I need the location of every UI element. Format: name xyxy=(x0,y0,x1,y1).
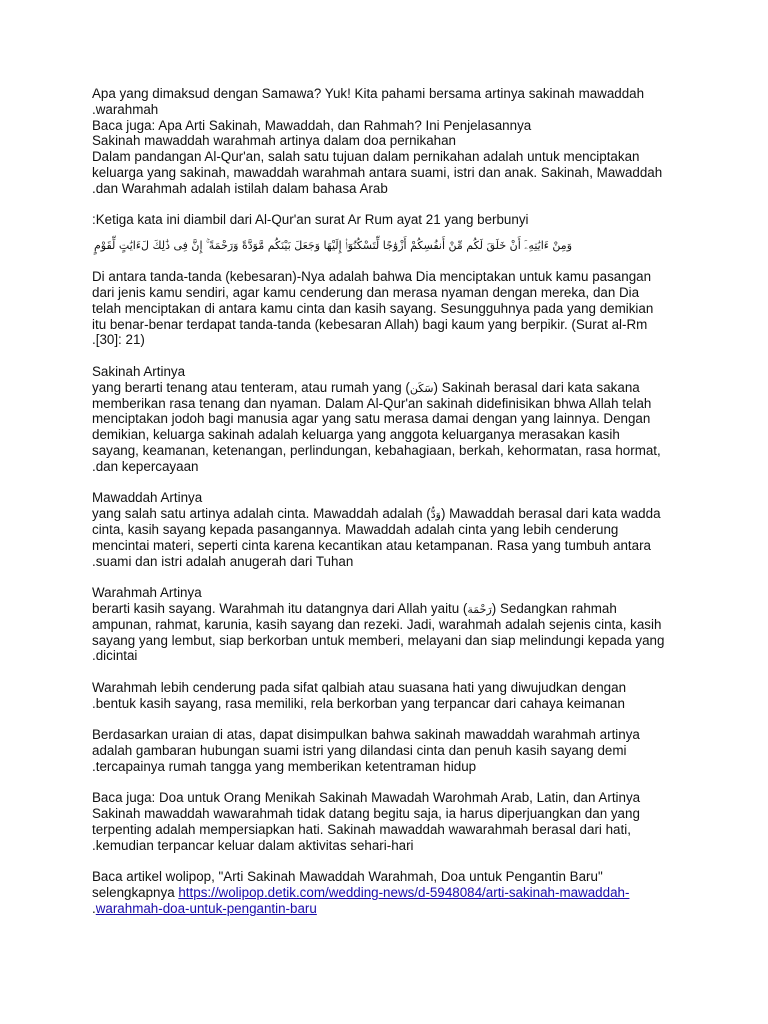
arabic-verse: وَمِنْ ءَايَٰتِهِۦٓ أَنْ خَلَقَ لَكُم مِّنْ أَنفُسِكُمْ أَزْوَٰجًا لِّتَسْكُنُوٓا۟ إِلَيْهَا وَجَعَلَ بَيْنَكُم مَّوَدَّةً وَرَحْمَةً ۚ إِنَّ فِى ذَٰلِكَ لَءَايَٰتٍ لِّقَوْمٍ xyxy=(94,239,573,253)
arabic-word: وَدُّ xyxy=(430,508,441,522)
text-line xyxy=(92,901,682,917)
text-segment: ) Sakinah berasal dari kata sakana xyxy=(433,379,640,395)
text-line: ampunan, rahmat, karunia, kasih sayang dan rezeki. Jadi, warahmah adalah sejenis cinta, kasih xyxy=(92,616,662,632)
text-line: dari jenis kamu sendiri, agar kamu cenderung dan merasa nyaman dengan mereka, dan Dia xyxy=(92,284,640,300)
text-line xyxy=(92,885,682,901)
intro-paragraph xyxy=(92,86,682,197)
translation-paragraph xyxy=(92,269,682,348)
arabic-word: سَكَن xyxy=(409,381,434,395)
text-line: Sakinah mawaddah wawarahmah tidak datang begitu saja, ia harus diperjuangkan dan yang xyxy=(92,806,640,822)
text-line: telah menciptakan di antara kamu cinta dan kasih sayang. Sesungguhnya pada yang demikian xyxy=(92,300,654,316)
text-line: Baca juga: Apa Arti Sakinah, Mawaddah, dan Rahmah? Ini Penjelasannya xyxy=(92,117,532,133)
blank-line xyxy=(92,197,682,213)
warahmah-section xyxy=(92,585,682,664)
text-line: .dan Warahmah adalah istilah dalam bahasa Arab xyxy=(92,180,388,196)
text-line: .[30]: 21) xyxy=(92,332,145,348)
text-segment: ) Sedangkan rahmah xyxy=(491,600,617,616)
article-link[interactable]: https://wolipop.detik.com/wedding-news/d-5948084/arti-sakinah-mawaddah- xyxy=(178,885,630,901)
qalbiah-paragraph xyxy=(92,680,682,712)
text-line: sayang yang lembut, siap berkorban untuk memberi, melayani dan siap melindungi kepada yang xyxy=(92,632,665,648)
article-link-continued[interactable]: warahmah-doa-untuk-pengantin-baru xyxy=(95,901,317,917)
text-line: .dan kepercayaan xyxy=(92,458,199,474)
source-paragraph xyxy=(92,212,682,228)
mawaddah-section xyxy=(92,490,682,569)
text-line: adalah gambaran hubungan suami istri yang dilandasi cinta dan penuh kasih sayang demi xyxy=(92,743,627,759)
text-line: Sakinah mawaddah warahmah artinya dalam doa pernikahan xyxy=(92,133,457,149)
text-line: terpenting adalah mempersiapkan hati. Sakinah mawaddah wawarahmah berasal dari hati, xyxy=(92,822,631,838)
text-segment: yang berarti tenang atau tenteram, atau rumah yang ( xyxy=(92,379,410,395)
text-line: Warahmah lebih cenderung pada sifat qalbiah atau suasana hati yang diwujudkan dengan xyxy=(92,679,627,695)
text-line: Dalam pandangan Al-Qur'an, salah satu tujuan dalam pernikahan adalah untuk menciptakan xyxy=(92,149,640,165)
text-line: .kemudian terpancar keluar dalam aktivitas sehari-hari xyxy=(92,837,414,853)
text-segment: berarti kasih sayang. Warahmah itu datangnya dari Allah yaitu ( xyxy=(92,600,468,616)
text-line: :Ketiga kata ini diambil dari Al-Qur'an surat Ar Rum ayat 21 yang berbunyi xyxy=(92,212,529,228)
conclusion-paragraph xyxy=(92,727,682,774)
sakinah-section xyxy=(92,364,682,475)
text-line: sayang, keamanan, ketenangan, perlindungan, kebahagiaan, berkah, kehormatan, rasa hormat, xyxy=(92,442,661,458)
text-line: Berdasarkan uraian di atas, dapat disimpulkan bahwa sakinah mawaddah warahmah artinya xyxy=(92,727,640,743)
text-line: Di antara tanda-tanda (kebesaran)-Nya adalah bahwa Dia menciptakan untuk kamu pasangan xyxy=(92,269,652,285)
text-line: .dicintai xyxy=(92,648,138,664)
text-line: keluarga yang sakinah, mawaddah warahmah antara suami, istri dan anak. Sakinah, Mawaddah xyxy=(92,164,663,180)
text-line: cinta, kasih sayang kepada pasangannya. Mawaddah adalah cinta yang lebih cenderung xyxy=(92,521,619,537)
text-line: memberikan rasa tenang dan nyaman. Dalam Al-Qur'an sakinah didefinisikan bhwa Allah telah xyxy=(92,395,652,411)
text-line: demikian, keluarga sakinah adalah keluarga yang anggota keluarganya merasakan kasih xyxy=(92,427,620,443)
text-line: .tercapainya rumah tangga yang memberikan ketentraman hidup xyxy=(92,758,477,774)
text-line: .suami dan istri adalah anugerah dari Tuhan xyxy=(92,553,354,569)
section-heading: Warahmah Artinya xyxy=(92,585,202,601)
related-paragraph xyxy=(92,790,682,853)
section-heading: Mawaddah Artinya xyxy=(92,490,203,506)
text-line: Baca juga: Doa untuk Orang Menikah Sakinah Mawadah Warohmah Arab, Latin, dan Artinya xyxy=(92,790,641,806)
article-source-paragraph xyxy=(92,869,682,916)
text-line xyxy=(92,380,682,396)
text-line: Baca artikel wolipop, "Arti Sakinah Mawaddah Warahmah, Doa untuk Pengantin Baru" xyxy=(92,869,603,885)
text-segment: ) Mawaddah berasal dari kata wadda xyxy=(440,506,661,522)
text-line: mencintai materi, seperti cinta karena kecantikan atau ketampanan. Rasa yang tumbuh antara xyxy=(92,537,652,553)
text-segment: yang salah satu artinya adalah cinta. Mawaddah adalah ( xyxy=(92,506,431,522)
text-line: itu benar-benar terdapat tanda-tanda (kebesaran Allah) bagi kaum yang berpikir. (Surat al-Rm xyxy=(92,316,648,332)
text-segment: . xyxy=(92,901,96,917)
document-body xyxy=(92,86,682,917)
text-line: menciptakan jodoh bagi manusia agar yang satu merasa damai dengan yang lainnya. Dengan xyxy=(92,411,651,427)
arabic-word: رَحْمَة xyxy=(467,602,492,616)
text-line xyxy=(92,506,682,522)
text-line: .bentuk kasih sayang, rasa memiliki, rela berkorban yang terpancar dari cahaya keimanan xyxy=(92,695,625,711)
text-line xyxy=(92,601,682,617)
text-line: .warahmah xyxy=(92,101,159,117)
text-segment: selengkapnya xyxy=(92,885,179,901)
section-heading: Sakinah Artinya xyxy=(92,363,186,379)
text-line: Apa yang dimaksud dengan Samawa? Yuk! Kita pahami bersama artinya sakinah mawaddah xyxy=(92,86,645,101)
